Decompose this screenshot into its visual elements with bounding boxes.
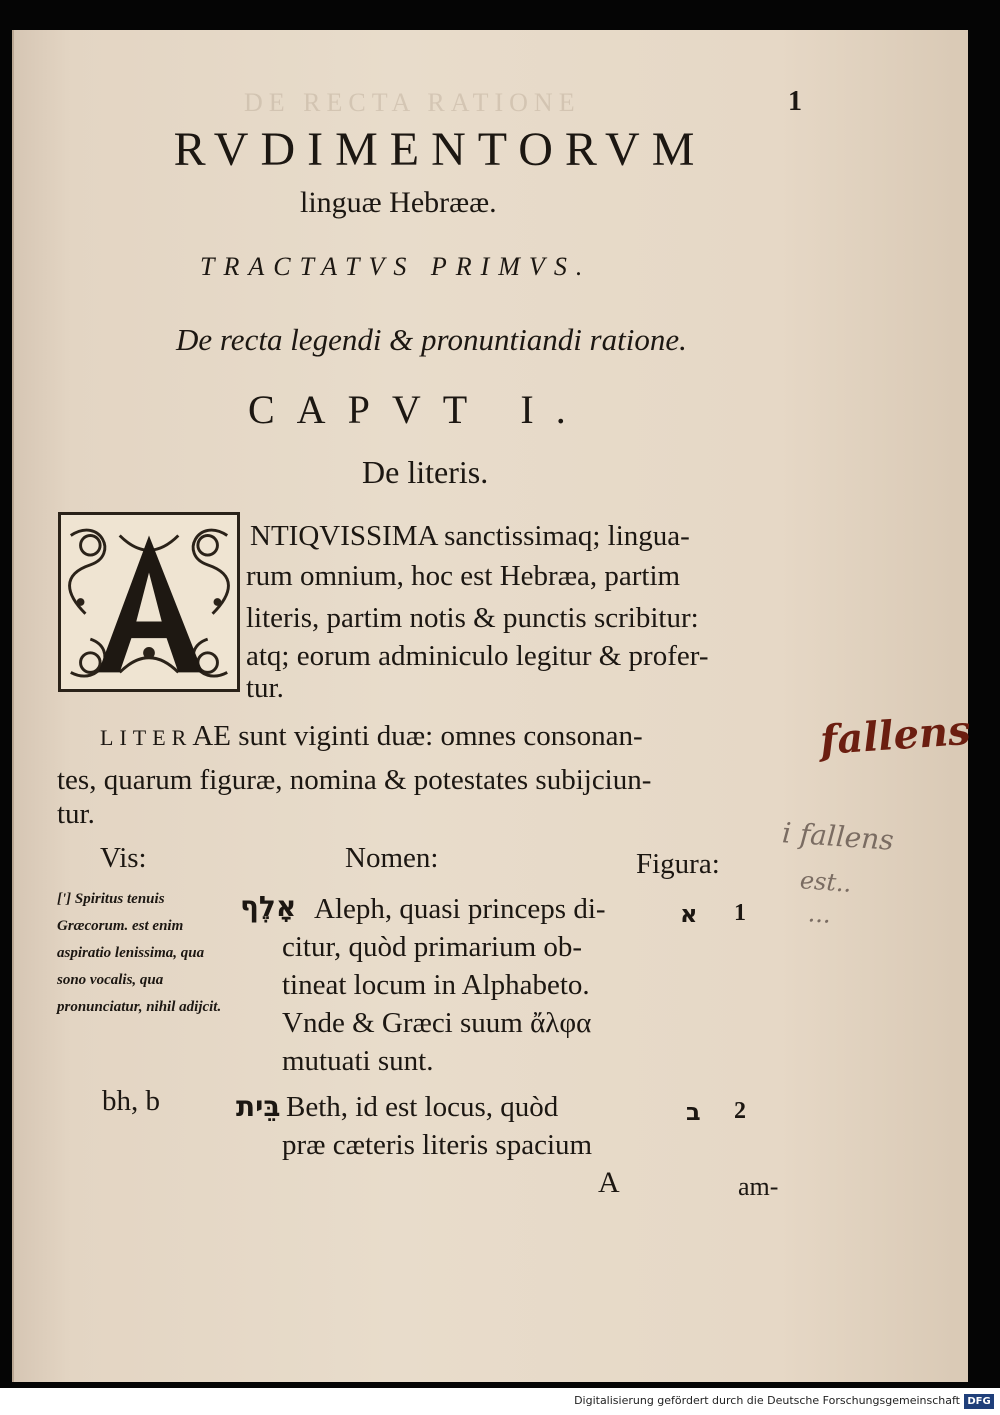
- column-figura-header: Figura:: [636, 848, 720, 880]
- book-page: [12, 30, 968, 1382]
- intro-line: atq; eorum adminiculo legitur & profer-: [246, 640, 709, 672]
- aleph-hebrew-word: אָלֶף: [240, 890, 297, 923]
- handwritten-note: i fallens: [780, 816, 895, 857]
- signature-mark: A: [598, 1166, 620, 1199]
- beth-entry-line: præ cæteris literis spacium: [282, 1129, 593, 1161]
- aleph-entry-line: mutuati sunt.: [282, 1045, 434, 1077]
- column-nomen-header: Nomen:: [345, 842, 439, 874]
- intro-line: tur.: [246, 672, 284, 704]
- beth-entry: [282, 1088, 682, 1164]
- dfg-logo: DFG: [964, 1394, 994, 1409]
- column-vis-header: Vis:: [100, 842, 147, 874]
- literae-line: tur.: [57, 798, 95, 830]
- aleph-entry-line: tineat locum in Alphabeto.: [282, 969, 590, 1001]
- intro-line: literis, partim notis & punctis scribitur:: [246, 602, 699, 634]
- beth-hebrew-word: בֵּית: [236, 1090, 281, 1123]
- decorated-initial-a-image: [58, 512, 240, 692]
- chapter-heading: CAPVT I.: [248, 387, 588, 432]
- beth-vis: bh, b: [102, 1085, 160, 1117]
- page-subtitle: linguæ Hebrææ.: [300, 186, 497, 219]
- handwritten-note: fallens: [818, 706, 973, 765]
- handwritten-note: ...: [807, 899, 832, 929]
- footer-credit: Digitalisierung gefördert durch die Deutsche Forschungsgemeinschaft: [574, 1394, 960, 1407]
- aleph-entry-line: Vnde & Græci suum ἄλφα: [282, 1007, 592, 1039]
- literae-rest: AE sunt viginti duæ: omnes consonan-: [192, 720, 643, 752]
- aleph-entry: [282, 890, 682, 1080]
- intro-line: NTIQVISSIMA sanctissimaq; lingua-: [250, 520, 690, 552]
- aleph-entry-line: Aleph, quasi princeps di-: [314, 893, 606, 925]
- literae-line: [100, 720, 643, 753]
- aleph-letter: א: [680, 900, 698, 928]
- page-title: RVDIMENTORVM: [173, 123, 707, 176]
- tractatus-heading: TRACTATVS PRIMVS.: [200, 252, 592, 281]
- beth-number: 2: [734, 1098, 746, 1124]
- section-heading: De recta legendi & pronuntiandi ratione.: [176, 322, 687, 357]
- bleed-through-text: DE RECTA RATIONE: [244, 88, 581, 117]
- aleph-number: 1: [734, 900, 746, 926]
- beth-letter: ב: [686, 1098, 701, 1126]
- catchword: am-: [738, 1172, 779, 1201]
- handwritten-note: est..: [799, 866, 853, 898]
- literae-line: tes, quarum figuræ, nomina & potestates subijciun-: [57, 764, 652, 796]
- aleph-note: ['] Spiritus tenuis Græcorum. est enim aspiratio lenissima, qua sono vocalis, qua pronunciatur, nihil adijcit.: [57, 891, 222, 1015]
- page-number: 1: [788, 86, 802, 117]
- aleph-entry-line: citur, quòd primarium ob-: [282, 931, 583, 963]
- literae-lead: LITER: [100, 725, 193, 750]
- chapter-subtitle: De literis.: [362, 454, 489, 490]
- beth-entry-line: Beth, id est locus, quòd: [286, 1091, 559, 1123]
- intro-line: rum omnium, hoc est Hebræa, partim: [246, 560, 681, 592]
